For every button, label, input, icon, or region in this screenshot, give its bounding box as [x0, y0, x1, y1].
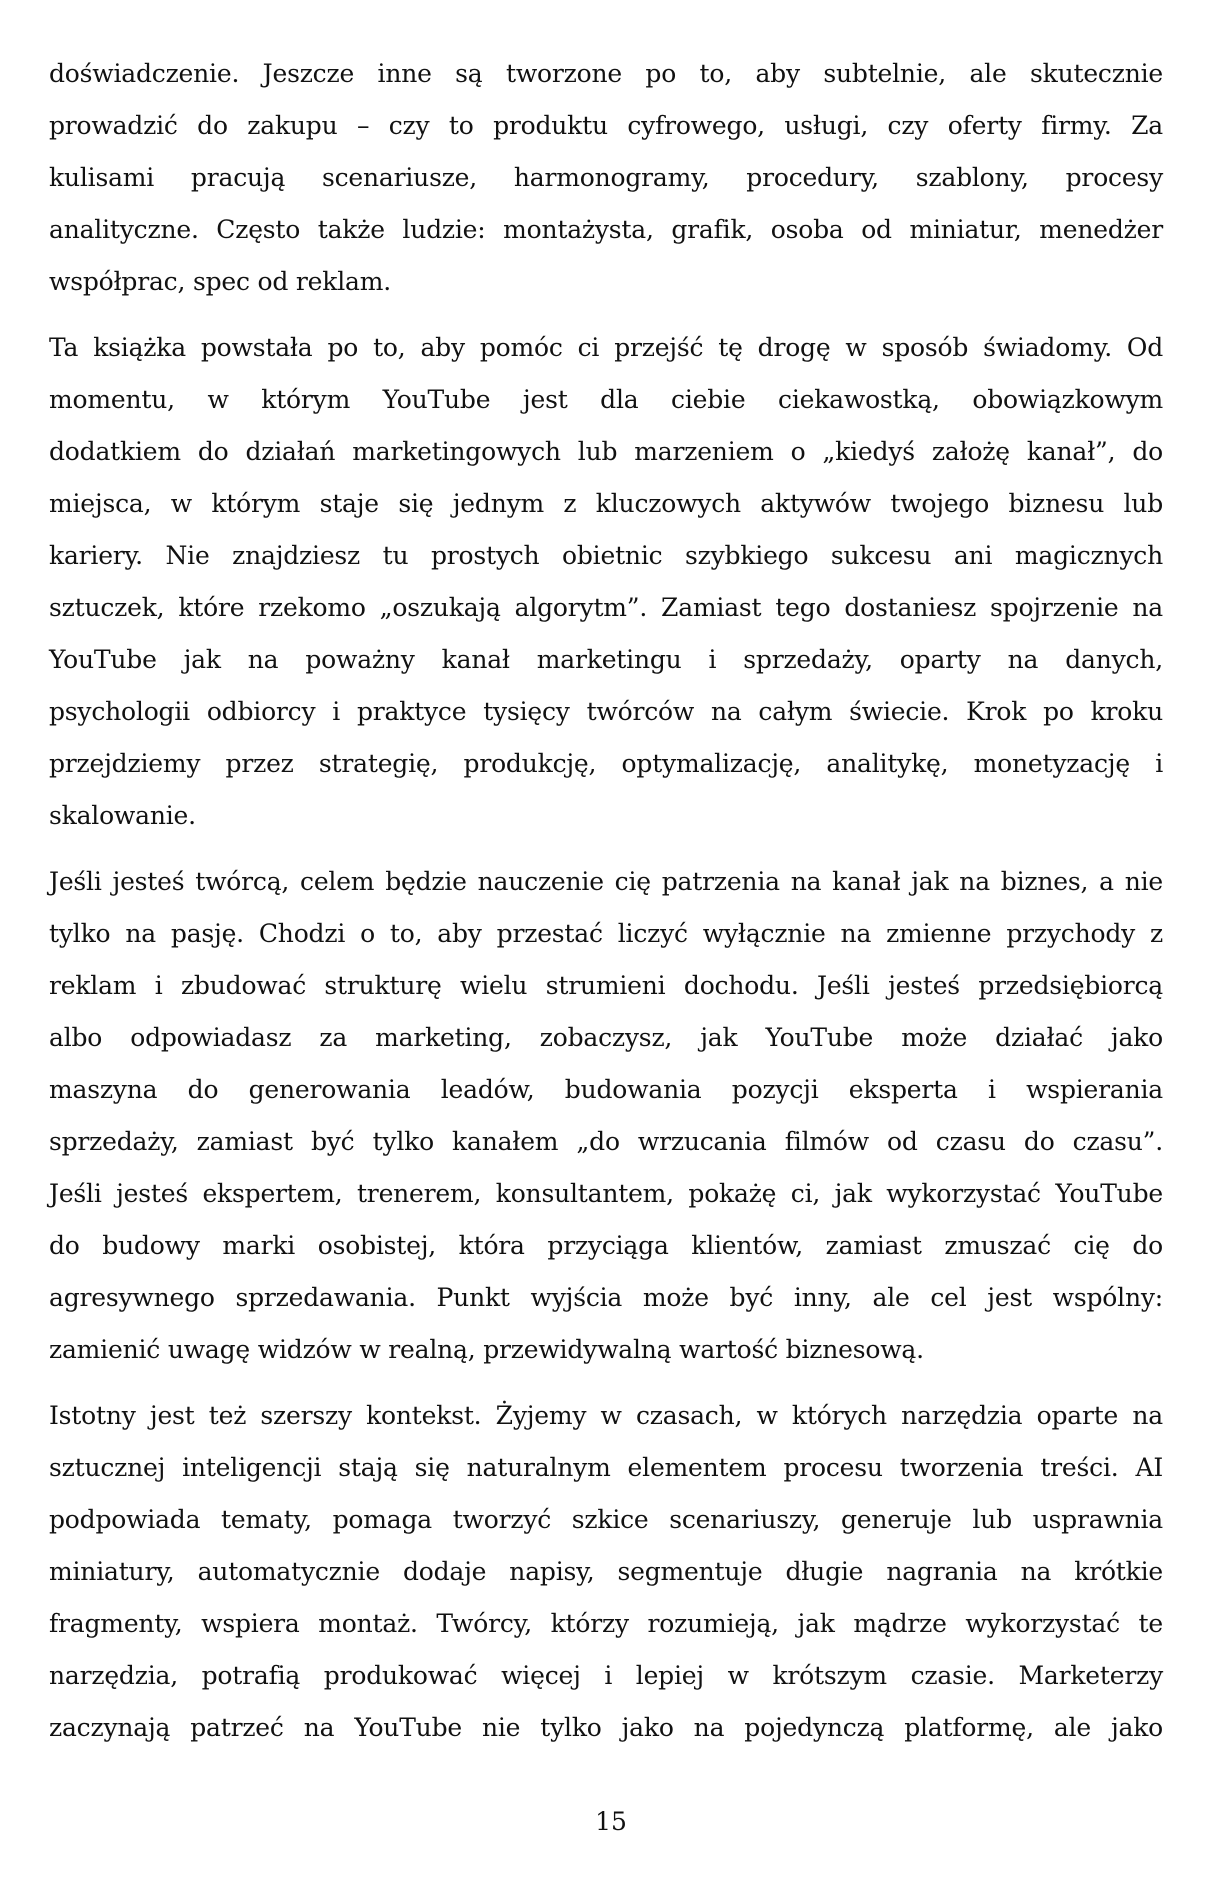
text-line: sztuczek, które rzekomo „oszukają algorytm”. Zamiast tego dostaniesz spojrzenie na [49, 593, 1163, 622]
text-line: do budowy marki osobistej, która przyciąga klientów, zamiast zmuszać cię do [49, 1231, 1163, 1260]
text-line: skalowanie. [49, 801, 196, 830]
text-line: momentu, w którym YouTube jest dla ciebie ciekawostką, obowiązkowym [49, 385, 1163, 414]
text-line: fragmenty, wspiera montaż. Twórcy, którzy rozumieją, jak mądrze wykorzystać te [49, 1609, 1163, 1638]
text-line: albo odpowiadasz za marketing, zobaczysz, jak YouTube może działać jako [49, 1023, 1163, 1052]
text-line: zaczynają patrzeć na YouTube nie tylko jako na pojedynczą platformę, ale jako [49, 1713, 1163, 1742]
text-line: przejdziemy przez strategię, produkcję, optymalizację, analitykę, monetyzację i [49, 749, 1163, 778]
text-line: Istotny jest też szerszy kontekst. Żyjemy w czasach, w których narzędzia oparte na [49, 1401, 1163, 1430]
paragraph-4 [49, 1390, 1163, 1754]
text-line: Ta książka powstała po to, aby pomóc ci przejść tę drogę w sposób świadomy. Od [49, 333, 1163, 362]
text-line: Jeśli jesteś ekspertem, trenerem, konsultantem, pokażę ci, jak wykorzystać YouTube [49, 1179, 1163, 1208]
text-line: zamienić uwagę widzów w realną, przewidywalną wartość biznesową. [49, 1335, 924, 1364]
text-line: psychologii odbiorcy i praktyce tysięcy twórców na całym świecie. Krok po kroku [49, 697, 1163, 726]
text-line: sprzedaży, zamiast być tylko kanałem „do wrzucania filmów od czasu do czasu”. [49, 1127, 1163, 1156]
text-line: reklam i zbudować strukturę wielu strumieni dochodu. Jeśli jesteś przedsiębiorcą [49, 971, 1163, 1000]
body-text [49, 48, 1163, 1768]
text-line: doświadczenie. Jeszcze inne są tworzone po to, aby subtelnie, ale skutecznie [49, 59, 1163, 88]
text-line: maszyna do generowania leadów, budowania pozycji eksperta i wspierania [49, 1075, 1163, 1104]
text-line: narzędzia, potrafią produkować więcej i lepiej w krótszym czasie. Marketerzy [49, 1661, 1163, 1690]
text-line: agresywnego sprzedawania. Punkt wyjścia może być inny, ale cel jest wspólny: [49, 1283, 1163, 1312]
text-line: sztucznej inteligencji stają się naturalnym elementem procesu tworzenia treści. AI [49, 1453, 1163, 1482]
text-line: kariery. Nie znajdziesz tu prostych obietnic szybkiego sukcesu ani magicznych [49, 541, 1163, 570]
text-line: podpowiada tematy, pomaga tworzyć szkice scenariuszy, generuje lub usprawnia [49, 1505, 1163, 1534]
paragraph-2 [49, 322, 1163, 842]
text-line: miniatury, automatycznie dodaje napisy, segmentuje długie nagrania na krótkie [49, 1557, 1163, 1586]
text-line: współprac, spec od reklam. [49, 267, 391, 296]
paragraph-1 [49, 48, 1163, 308]
text-line: kulisami pracują scenariusze, harmonogramy, procedury, szablony, procesy [49, 163, 1163, 192]
text-line: miejsca, w którym staje się jednym z kluczowych aktywów twojego biznesu lub [49, 489, 1163, 518]
text-line: dodatkiem do działań marketingowych lub marzeniem o „kiedyś założę kanał”, do [49, 437, 1163, 466]
text-line: YouTube jak na poważny kanał marketingu i sprzedaży, oparty na danych, [49, 645, 1163, 674]
text-line: analityczne. Często także ludzie: montażysta, grafik, osoba od miniatur, menedżer [49, 215, 1163, 244]
paragraph-3 [49, 856, 1163, 1376]
text-line: prowadzić do zakupu – czy to produktu cyfrowego, usługi, czy oferty firmy. Za [49, 111, 1163, 140]
page-number: 15 [595, 1807, 627, 1836]
text-line: Jeśli jesteś twórcą, celem będzie nauczenie cię patrzenia na kanał jak na biznes, a nie [49, 867, 1163, 896]
text-line: tylko na pasję. Chodzi o to, aby przestać liczyć wyłącznie na zmienne przychody z [49, 919, 1163, 948]
